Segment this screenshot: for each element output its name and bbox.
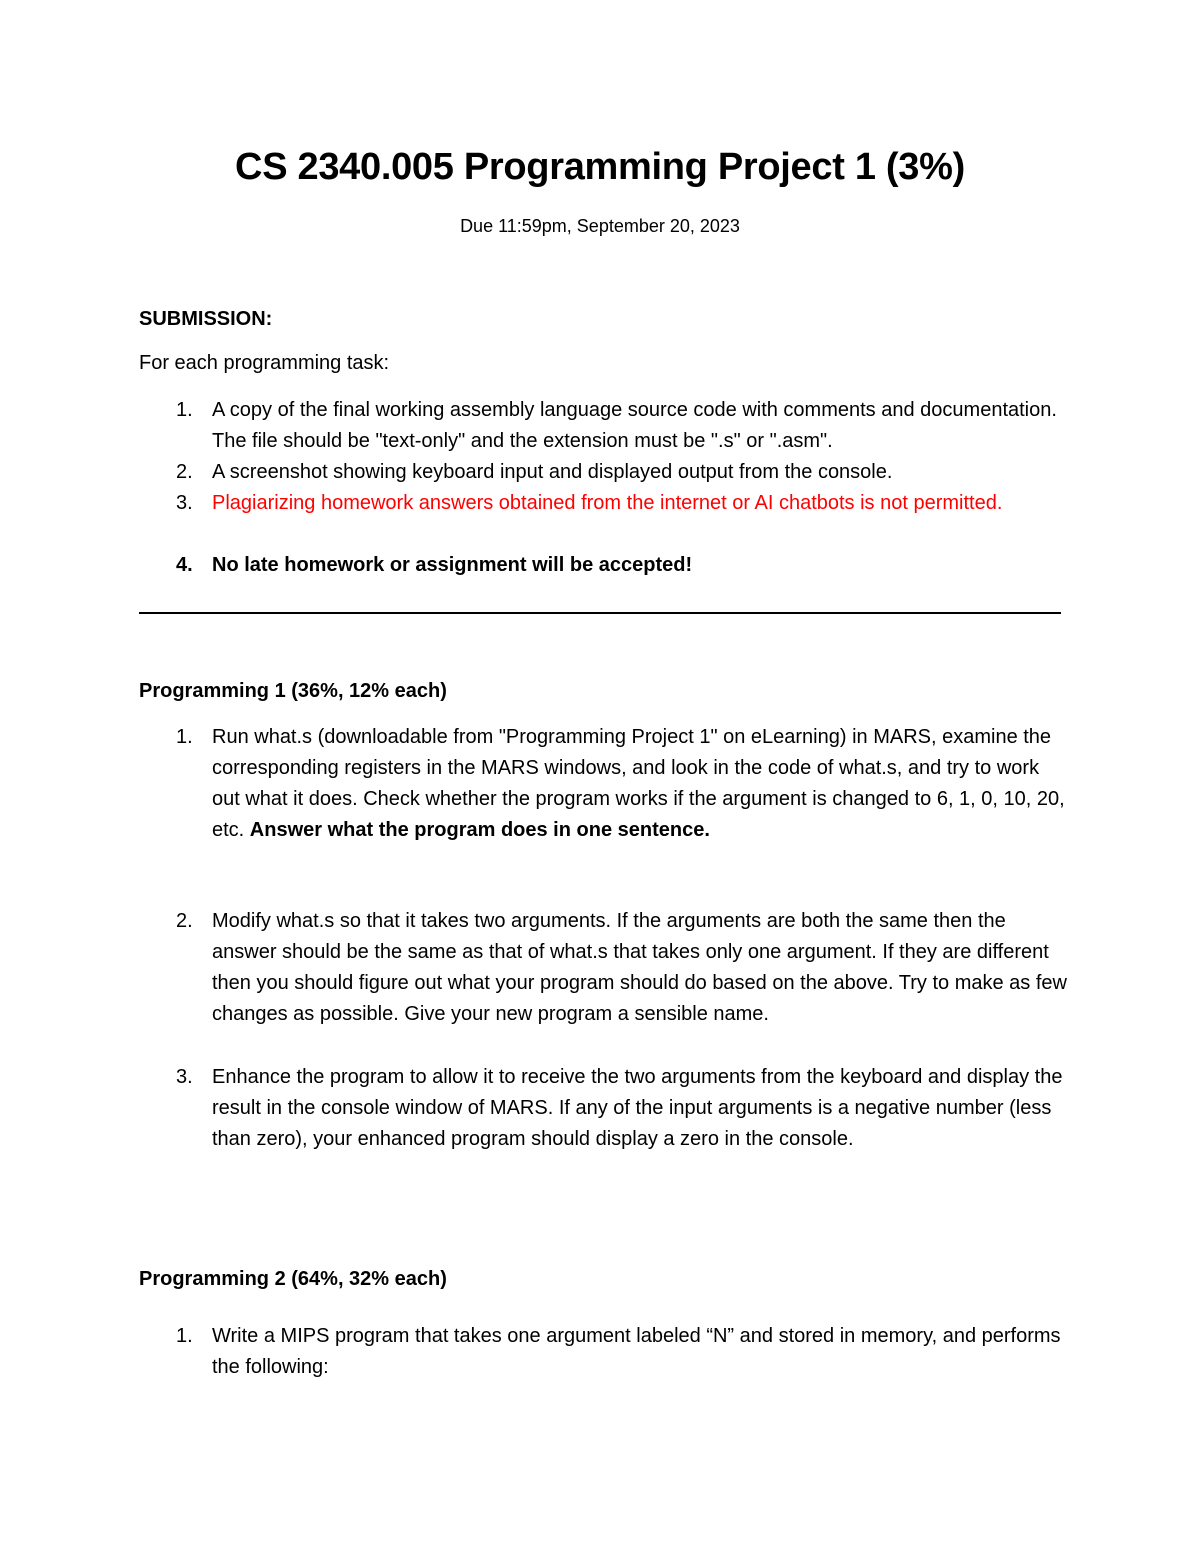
- submission-item-1-number: 1.: [176, 399, 193, 421]
- submission-item-3-number: 3.: [176, 492, 193, 514]
- submission-item-2: A screenshot showing keyboard input and displayed output from the console.: [212, 461, 893, 483]
- programming-1-item-3: Enhance the program to allow it to receive the two arguments from the keyboard and display the result in the console window of MARS. If any of the input arguments is a negative number (less than zero), your enhanced program should display a zero in the console.: [212, 1066, 1063, 1150]
- programming-2-item-1: Write a MIPS program that takes one argument labeled “N” and stored in memory, and performs the following:: [212, 1325, 1061, 1378]
- submission-item-4-number: 4.: [176, 554, 193, 576]
- submission-heading: SUBMISSION:: [139, 308, 273, 330]
- submission-item-2-number: 2.: [176, 461, 193, 483]
- programming-1-item-1: [212, 722, 1072, 846]
- due-date: Due 11:59pm, September 20, 2023: [460, 216, 740, 236]
- programming-1-item-2-number: 2.: [176, 910, 193, 932]
- submission-intro: For each programming task:: [139, 352, 390, 374]
- programming-1-item-2: Modify what.s so that it takes two arguments. If the arguments are both the same then the answer should be the same as that of what.s that takes only one argument. If they are different then you should figure out what your program should do based on the above. Try to make as few changes as possible. Give your new program a sensible name.: [212, 910, 1067, 1025]
- programming-1-item-3-number: 3.: [176, 1066, 193, 1088]
- programming-1-item-1-text: Run what.s (downloadable from "Programming Project 1" on eLearning) in MARS, examine the corresponding registers in the MARS windows, and look in the code of what.s, and try to work out what it does. Check whether the program works if the argument is changed to 6, 1, 0, 10, 20, etc.: [212, 726, 1065, 841]
- programming-2-item-1-number: 1.: [176, 1325, 193, 1347]
- programming-1-heading: Programming 1 (36%, 12% each): [139, 680, 447, 702]
- programming-1-item-1-number: 1.: [176, 726, 193, 748]
- programming-2-heading: Programming 2 (64%, 32% each): [139, 1268, 447, 1290]
- section-divider: [139, 612, 1061, 614]
- submission-item-4: No late homework or assignment will be accepted!: [212, 554, 693, 576]
- submission-item-1: A copy of the final working assembly language source code with comments and documentation. The file should be "text-only" and the extension must be ".s" or ".asm".: [212, 399, 1057, 452]
- programming-1-item-1-bold: Answer what the program does in one sentence.: [249, 819, 710, 841]
- submission-item-3-warning: Plagiarizing homework answers obtained from the internet or AI chatbots is not permitted.: [212, 492, 1003, 514]
- page-title: CS 2340.005 Programming Project 1 (3%): [235, 146, 965, 188]
